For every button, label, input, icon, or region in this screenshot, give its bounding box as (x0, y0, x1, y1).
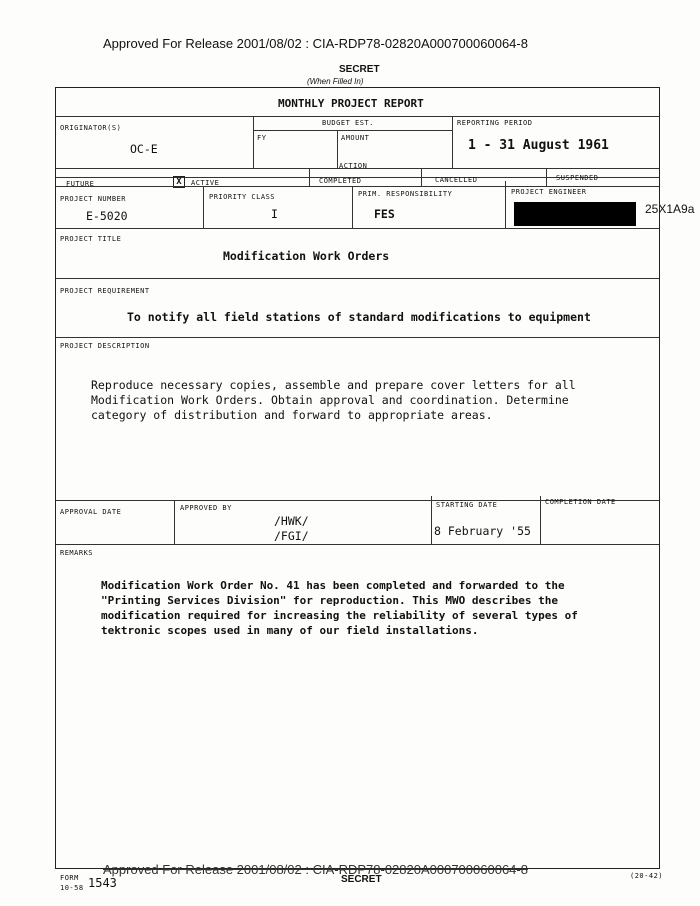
cancelled-label: CANCELLED (435, 176, 478, 184)
active-label: ACTIVE (191, 179, 220, 187)
prim-responsibility-label: PRIM. RESPONSIBILITY (358, 190, 453, 198)
description-line: category of distribution and forward to appropriate areas. (91, 408, 493, 422)
remarks-line: modification required for increasing the reliability of several types of (101, 609, 578, 622)
project-description-text (91, 378, 576, 423)
side-code: 25X1A9a (645, 202, 695, 216)
active-checkbox: X (173, 176, 185, 188)
approval-date-label: APPROVAL DATE (60, 508, 122, 516)
originator-value: OC-E (130, 142, 158, 156)
completed-label: COMPLETED (319, 177, 362, 185)
starting-date-value: 8 February '55 (434, 524, 531, 538)
remarks-line: "Printing Services Division" for reproduction. This MWO describes the (101, 594, 558, 607)
form-label: FORM (60, 874, 79, 882)
redaction-block (514, 202, 636, 226)
project-engineer-label: PROJECT ENGINEER (511, 188, 587, 196)
project-number-value: E-5020 (86, 209, 128, 223)
action-label: ACTION (339, 162, 368, 170)
form-code: (20-42) (630, 872, 664, 880)
priority-class-value: I (271, 207, 278, 221)
future-label: FUTURE (66, 180, 95, 188)
release-header: Approved For Release 2001/08/02 : CIA-RDP78-02820A000700060064-8 (103, 36, 528, 51)
originator-label: ORIGINATOR(S) (60, 124, 122, 132)
release-footer: Approved For Release 2001/08/02 : CIA-RDP78-02820A000700060064-8 (103, 862, 528, 877)
approved-by-label: APPROVED BY (180, 504, 232, 512)
approved-by-value-2: /FGI/ (274, 529, 309, 543)
project-number-label: PROJECT NUMBER (60, 195, 127, 203)
reporting-period-value: 1 - 31 August 1961 (468, 138, 609, 153)
project-description-label: PROJECT DESCRIPTION (60, 342, 150, 350)
classification-note: (When Filled In) (307, 77, 364, 86)
description-line: Reproduce necessary copies, assemble and prepare cover letters for all (91, 378, 576, 392)
approved-by-value-1: /HWK/ (274, 514, 309, 528)
budget-est-label: BUDGET EST. (322, 119, 374, 127)
remarks-text (101, 578, 578, 638)
amount-label: AMOUNT (341, 134, 370, 142)
fy-label: FY (257, 134, 267, 142)
classification-top: SECRET (339, 64, 380, 75)
form-frame (55, 87, 660, 869)
remarks-line: Modification Work Order No. 41 has been completed and forwarded to the (101, 579, 565, 592)
prim-responsibility-value: FES (374, 207, 395, 221)
suspended-label: SUSPENDED (556, 174, 599, 182)
classification-bottom: SECRET (341, 874, 382, 885)
project-requirement-label: PROJECT REQUIREMENT (60, 287, 150, 295)
priority-class-label: PRIORITY CLASS (209, 193, 276, 201)
starting-date-label: STARTING DATE (436, 501, 498, 509)
project-requirement-value: To notify all field stations of standard modifications to equipment (127, 310, 591, 324)
form-title: MONTHLY PROJECT REPORT (278, 97, 424, 110)
reporting-period-label: REPORTING PERIOD (457, 119, 533, 127)
remarks-label: REMARKS (60, 549, 94, 557)
form-date: 10-58 (60, 884, 84, 892)
project-title-label: PROJECT TITLE (60, 235, 122, 243)
description-line: Modification Work Orders. Obtain approval and coordination. Determine (91, 393, 569, 407)
completion-date-label: COMPLETION DATE (545, 498, 616, 506)
form-number: 1543 (88, 876, 117, 890)
project-title-value: Modification Work Orders (223, 249, 390, 263)
remarks-line: tektronic scopes used in many of our field installations. (101, 624, 479, 637)
